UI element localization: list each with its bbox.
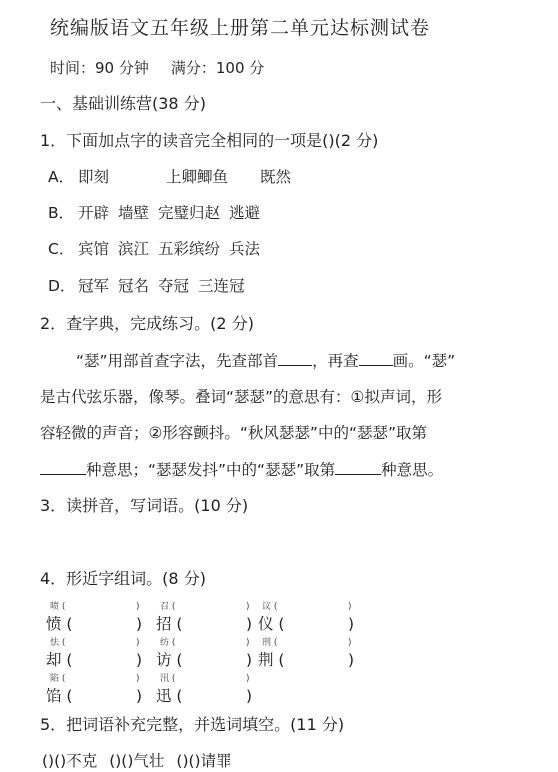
paren-close: ) (136, 602, 140, 612)
question-5-stem: 5．把词语补充完整，并选词填空。(11 分) (40, 715, 345, 734)
idiom-fill-item[interactable]: ()()气壮 (109, 752, 165, 770)
similar-char-hint: 召 ( (160, 602, 176, 612)
fill-blank[interactable] (40, 460, 86, 475)
paren-close: ) (348, 615, 355, 633)
q2-text: “瑟”用部首查字法，先查部首 (76, 352, 279, 370)
paren-close: ) (348, 638, 352, 648)
similar-char-hint: 喷 ( (50, 602, 66, 612)
question-3-stem: 3．读拼音，写词语。(10 分) (40, 496, 249, 515)
grid-cell[interactable] (154, 638, 264, 674)
option-word: 宾馆 (78, 240, 110, 258)
option-label: B． (48, 204, 75, 222)
question-2-stem: 2．查字典，完成练习。(2 分) (40, 314, 254, 333)
q2-paragraph-line-1 (40, 350, 518, 372)
similar-char-hint: 纺 ( (160, 638, 176, 648)
question-4-stem: 4．形近字组词。(8 分) (40, 569, 206, 588)
similar-char-hint: 怯 ( (50, 638, 66, 648)
paren-close: ) (348, 602, 352, 612)
page-title: 统编版语文五年级上册第二单元达标测试卷 (50, 17, 431, 39)
option-label: C． (48, 240, 75, 258)
option-word: 冠军 (78, 277, 110, 295)
paren-close: ) (246, 651, 253, 669)
target-char: 荆 ( (258, 651, 285, 669)
grid-cell[interactable] (154, 602, 264, 638)
option-word: 墙壁 (118, 204, 150, 222)
similar-char-hint: 陷 ( (50, 674, 66, 684)
question-1-stem: 1．下面加点字的读音完全相同的一项是()(2 分) (40, 131, 379, 150)
idiom-fill-item[interactable]: ()()请罪 (176, 752, 232, 770)
grid-cell[interactable] (256, 602, 366, 638)
option-word: 完璧归赵 (158, 204, 221, 222)
target-char: 馅 ( (46, 687, 73, 705)
option-label: A． (48, 168, 75, 186)
q2-text: 种意思；“瑟瑟发抖”中的“瑟瑟”取第 (86, 461, 336, 479)
q1-option-b (48, 202, 260, 224)
q2-paragraph-line-3: 容轻微的声音；②形容颤抖。“秋风瑟瑟”中的“瑟瑟”取第 (40, 424, 428, 442)
option-word: 夺冠 (158, 277, 190, 295)
q1-option-d (48, 275, 245, 297)
target-char: 招 ( (156, 615, 183, 633)
grid-cell[interactable] (44, 638, 154, 674)
similar-char-hint: 刑 ( (262, 638, 278, 648)
option-word: 冠名 (118, 277, 150, 295)
paren-close: ) (136, 674, 140, 684)
grid-cell[interactable] (154, 674, 264, 710)
q5-items (42, 750, 244, 772)
fill-blank[interactable] (335, 460, 381, 475)
paren-close: ) (246, 687, 253, 705)
exam-meta (50, 57, 264, 79)
option-word: 兵法 (229, 240, 261, 258)
grid-cell[interactable] (44, 674, 154, 710)
similar-char-hint: 汛 ( (160, 674, 176, 684)
option-word: 开辟 (78, 204, 110, 222)
target-char: 却 ( (46, 651, 73, 669)
target-char: 仪 ( (258, 615, 285, 633)
option-word: 即刻 (78, 168, 110, 186)
target-char: 访 ( (156, 651, 183, 669)
q2-paragraph-line-2: 是古代弦乐器，像琴。叠词“瑟瑟”的意思有：①拟声词，形 (40, 388, 442, 406)
grid-row (44, 674, 374, 710)
fill-blank[interactable] (278, 351, 312, 366)
option-word: 三连冠 (198, 277, 245, 295)
q2-text: 种意思。 (381, 461, 444, 479)
grid-row (44, 602, 374, 638)
exam-score: 满分：100 分 (170, 59, 265, 77)
option-word: 五彩缤纷 (158, 240, 221, 258)
section-heading-1: 一、基础训练营(38 分) (40, 94, 206, 113)
option-word: 滨江 (118, 240, 150, 258)
idiom-fill-item[interactable]: ()()不克 (42, 752, 98, 770)
grid-row (44, 638, 374, 674)
target-char: 愤 ( (46, 615, 73, 633)
q1-option-c (48, 238, 260, 260)
exam-time: 时间：90 分钟 (50, 59, 149, 77)
similar-char-hint: 议 ( (262, 602, 278, 612)
q1-option-a (48, 166, 291, 188)
paren-close: ) (136, 615, 143, 633)
paren-close: ) (246, 615, 253, 633)
q2-text: 画。“瑟” (392, 352, 456, 370)
grid-cell[interactable] (44, 602, 154, 638)
option-word: 既然 (260, 168, 292, 186)
fill-blank[interactable] (359, 351, 393, 366)
paren-close: ) (246, 638, 250, 648)
q2-text: ，再查 (312, 352, 359, 370)
q4-word-grid (44, 602, 374, 710)
grid-cell[interactable] (256, 638, 366, 674)
paren-close: ) (246, 674, 250, 684)
option-word: 逃避 (229, 204, 261, 222)
option-label: D． (48, 277, 76, 295)
paren-close: ) (136, 687, 143, 705)
target-char: 迅 ( (156, 687, 183, 705)
paren-close: ) (246, 602, 250, 612)
paren-close: ) (348, 651, 355, 669)
paren-close: ) (136, 638, 140, 648)
paren-close: ) (136, 651, 143, 669)
option-word: 上卿鲫鱼 (166, 168, 229, 186)
q2-paragraph-line-4 (40, 459, 518, 481)
